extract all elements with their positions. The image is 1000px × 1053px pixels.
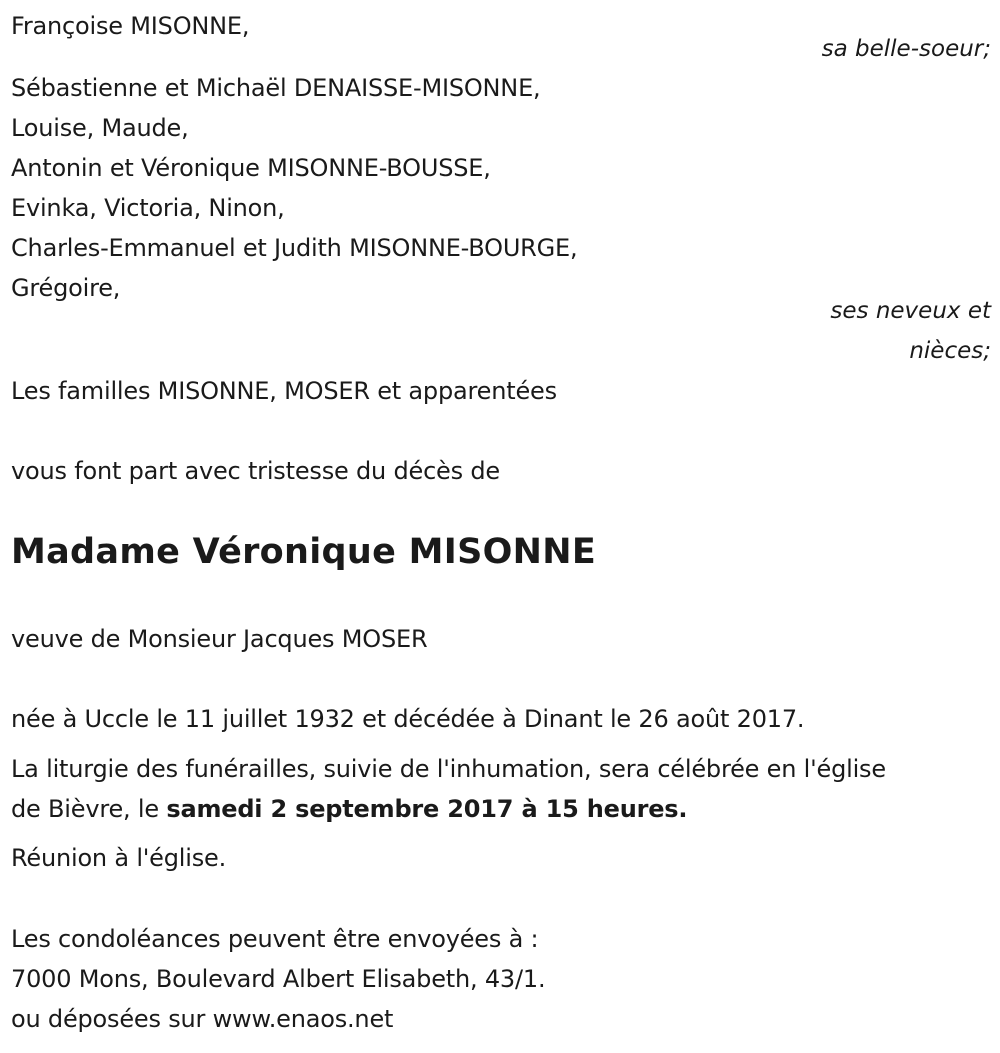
funeral-line-2: [11, 794, 687, 824]
nephews-role-2: nièces;: [909, 338, 991, 364]
condolences-line-1: Les condoléances peuvent être envoyées à :: [11, 925, 539, 953]
families-line: Les familles MISONNE, MOSER et apparentées: [11, 377, 557, 405]
nephew-line: Antonin et Véronique MISONNE-BOUSSE,: [11, 154, 491, 182]
sister-in-law-name: Françoise MISONNE,: [11, 12, 250, 40]
obituary-notice: [11, 0, 991, 1053]
nephew-line: Louise, Maude,: [11, 114, 189, 142]
funeral-line-1: La liturgie des funérailles, suivie de l'inhumation, sera célébrée en l'église: [11, 755, 886, 783]
sister-in-law-role: sa belle-soeur;: [821, 36, 991, 62]
reunion-line: Réunion à l'église.: [11, 844, 227, 872]
announcement-line: vous font part avec tristesse du décès de: [11, 457, 500, 485]
condolences-address: 7000 Mons, Boulevard Albert Elisabeth, 43/1.: [11, 965, 546, 993]
nephew-line: Grégoire,: [11, 274, 121, 302]
nephew-line: Charles-Emmanuel et Judith MISONNE-BOURGE,: [11, 234, 578, 262]
nephews-role-1: ses neveux et: [830, 298, 991, 324]
nephew-line: Sébastienne et Michaël DENAISSE-MISONNE,: [11, 74, 541, 102]
condolences-website: ou déposées sur www.enaos.net: [11, 1005, 394, 1033]
birth-death-line: née à Uccle le 11 juillet 1932 et décédée à Dinant le 26 août 2017.: [11, 705, 805, 733]
widow-of-line: veuve de Monsieur Jacques MOSER: [11, 625, 428, 653]
funeral-place-prefix: de Bièvre, le: [11, 795, 167, 823]
deceased-name: Madame Véronique MISONNE: [11, 532, 597, 572]
funeral-datetime: samedi 2 septembre 2017 à 15 heures.: [166, 795, 688, 823]
nephew-line: Evinka, Victoria, Ninon,: [11, 194, 285, 222]
